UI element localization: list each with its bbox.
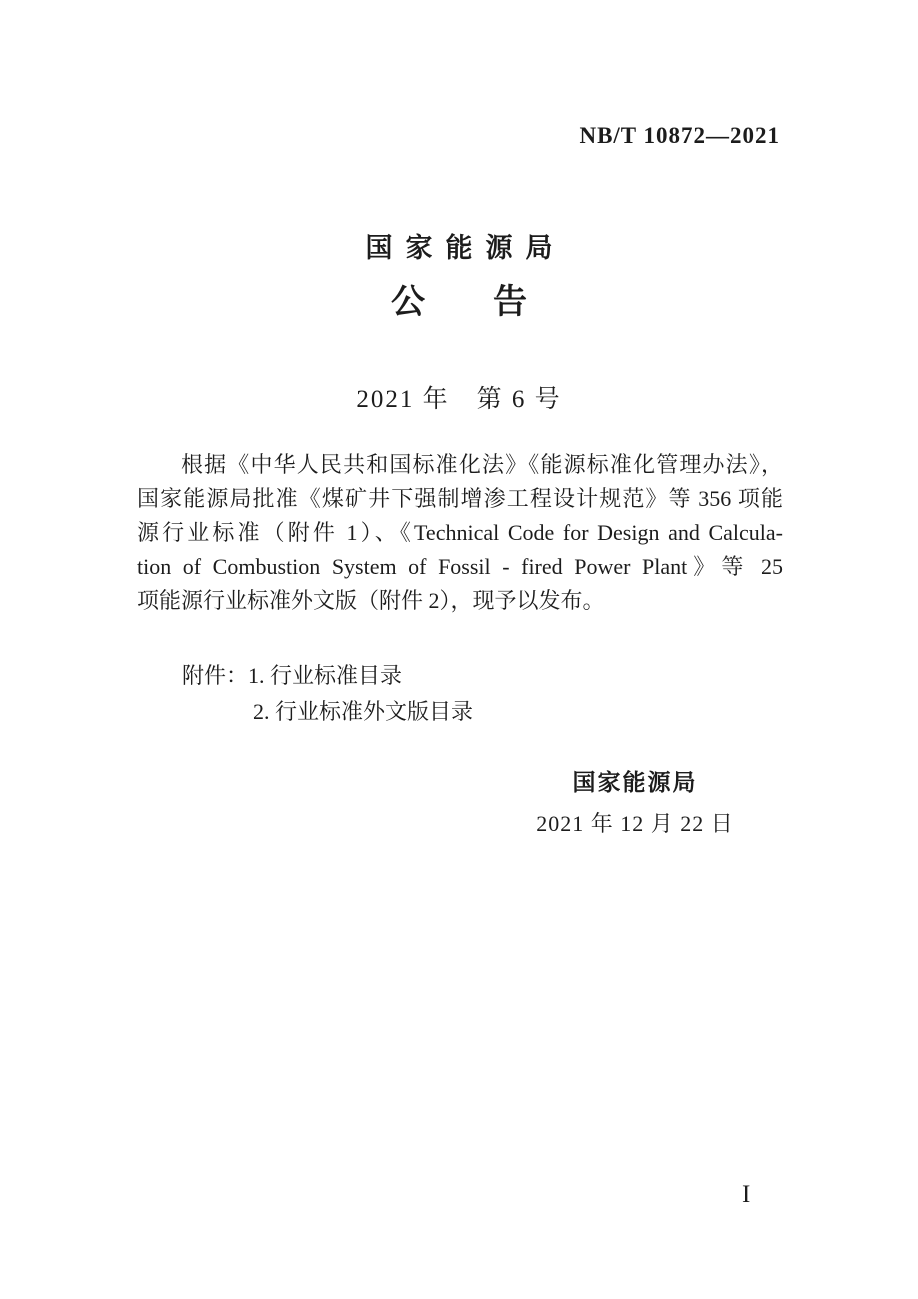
signature-org: 国家能源局 <box>572 769 698 795</box>
body-line: 根据《中华人民共和国标准化法》《能源标准化管理办法》， <box>181 452 783 477</box>
body-line: 项能源行业标准外文版（附件 2），现予以发布。 <box>137 588 605 613</box>
attachment-item <box>182 694 473 730</box>
body-line: tion of Combustion System of Fossil - fired Power Plant》等 25 <box>137 554 783 579</box>
signature-date: 2021 年 12 月 22 日 <box>536 811 734 836</box>
page-number: I <box>742 1181 751 1208</box>
attachment-item-text: 2. 行业标准外文版目录 <box>253 699 474 724</box>
standard-code: NB/T 10872—2021 <box>579 123 780 148</box>
attachments-label: 附件： <box>182 663 249 688</box>
body-line: 源行业标准（附件 1）、《Technical Code for Design and Calcula- <box>137 520 783 545</box>
body-line: 国家能源局批准《煤矿井下强制增渗工程设计规范》等 356 项能 <box>137 486 783 511</box>
attachment-item-text: 1. 行业标准目录 <box>248 663 403 688</box>
attachment-item <box>182 658 473 694</box>
announcement-title: 公 告 <box>391 283 527 321</box>
attachments-list <box>182 658 473 730</box>
announcement-number: 2021 年 第 6 号 <box>356 386 562 413</box>
signature-block <box>535 764 735 838</box>
issuing-org-title: 国家能源局 <box>365 233 566 263</box>
body-paragraph <box>137 448 783 618</box>
